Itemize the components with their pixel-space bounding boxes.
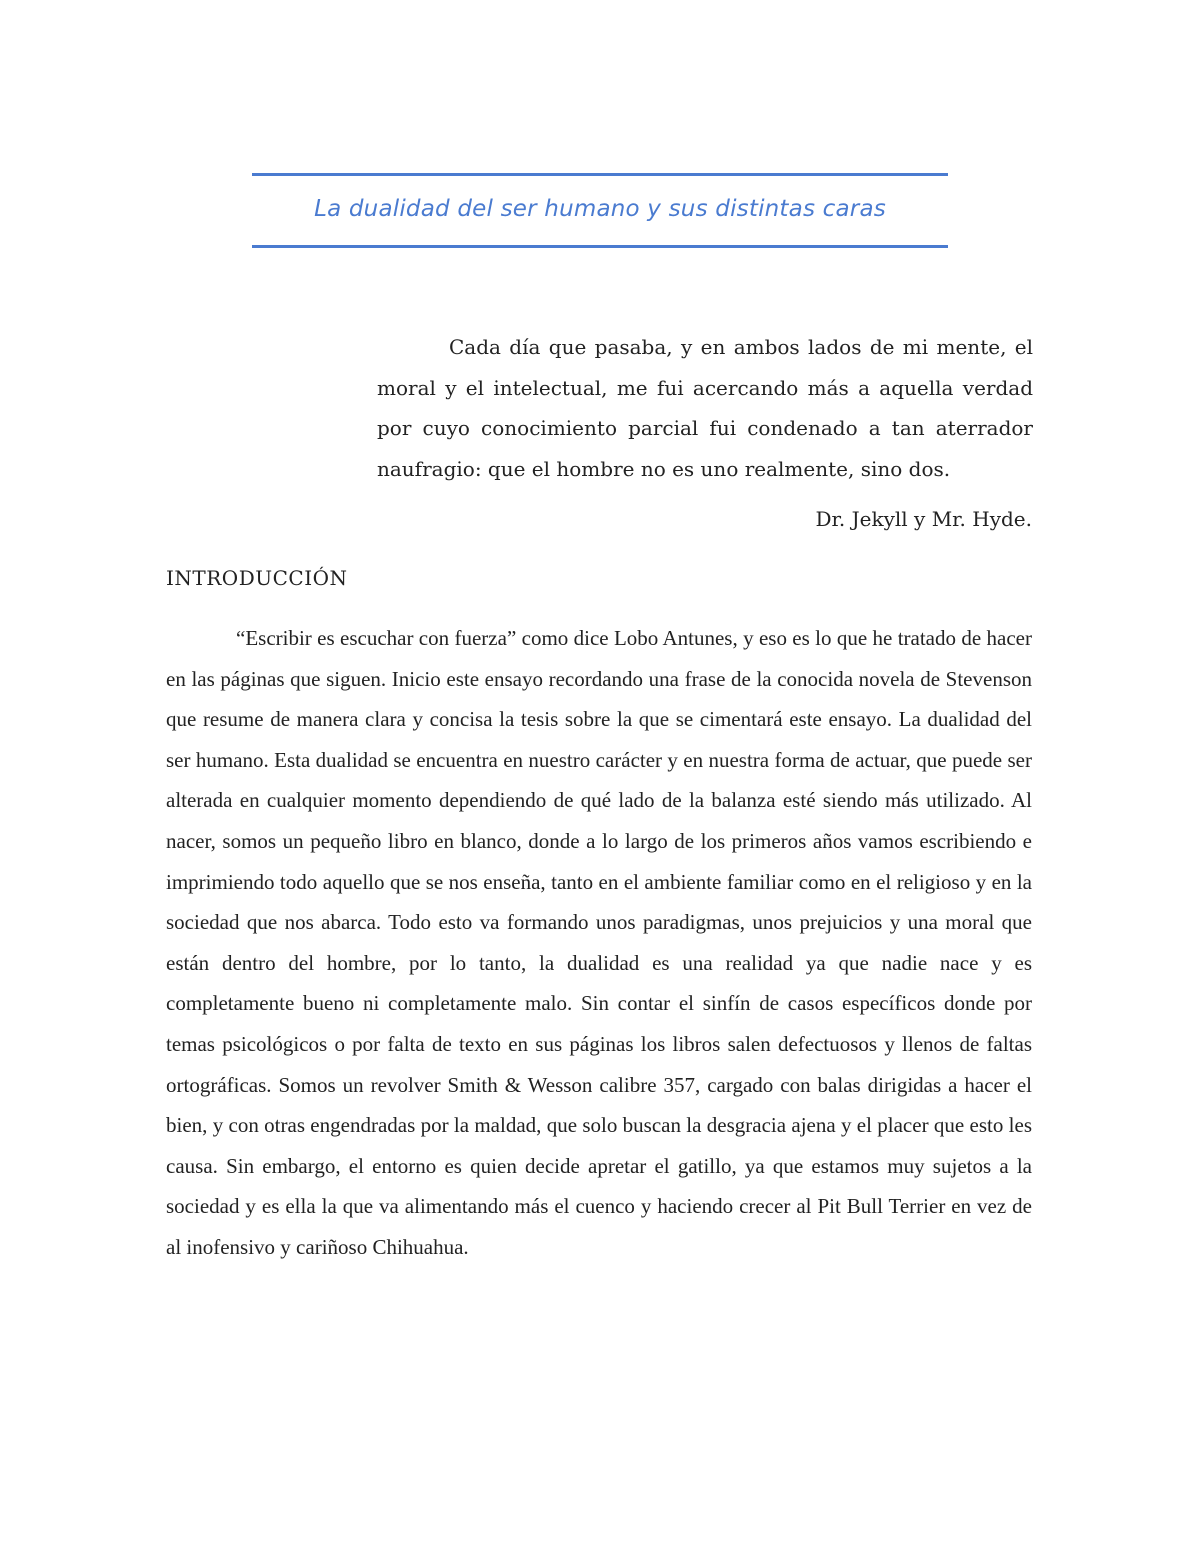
epigraph-quote: Cada día que pasaba, y en ambos lados de mi mente, el moral y el intelectual, me fui acercando más a aquella verdad por cuyo conocimiento parcial fui condenado a tan aterrador naufragio: que el hombre no es uno realmente, sino dos. xyxy=(377,335,1033,481)
body-paragraph: “Escribir es escuchar con fuerza” como dice Lobo Antunes, y eso es lo que he tratado de hacer en las páginas que siguen. Inicio este ensayo recordando una frase de la conocida novela de Stevenson que resume de manera clara y concisa la tesis sobre la que se cimentará este ensayo. La dualidad del ser humano. Esta dualidad se encuentra en nuestro carácter y en nuestra forma de actuar, que puede ser alterada en cualquier momento dependiendo de qué lado de la balanza esté siendo más utilizado. Al nacer, somos un pequeño libro en blanco, donde a lo largo de los primeros años vamos escribiendo e imprimiendo todo aquello que se nos enseña, tanto en el ambiente familiar como en el religioso y en la sociedad que nos abarca. Todo esto va formando unos paradigmas, unos prejuicios y una moral que están dentro del hombre, por lo tanto, la dualidad es una realidad ya que nadie nace y es completamente bueno ni completamente malo. Sin contar el sinfín de casos específicos donde por temas psicológicos o por falta de texto en sus páginas los libros salen defectuosos y llenos de faltas ortográficas. Somos un revolver Smith & Wesson calibre 357, cargado con balas dirigidas a hacer el bien, y con otras engendradas por la maldad, que solo buscan la desgracia ajena y el placer que esto les causa. Sin embargo, el entorno es quien decide apretar el gatillo, ya que estamos muy sujetos a la sociedad y es ella la que va alimentando más el cuenco y haciendo crecer al Pit Bull Terrier en vez de al inofensivo y cariñoso Chihuahua. xyxy=(166,626,1032,1259)
section-heading: INTRODUCCIÓN xyxy=(166,566,348,590)
title-bottom-rule xyxy=(252,245,948,248)
epigraph-attribution: Dr. Jekyll y Mr. Hyde. xyxy=(815,507,1032,531)
document-title: La dualidad del ser humano y sus distintas caras xyxy=(314,196,886,222)
title-top-rule xyxy=(252,173,948,176)
